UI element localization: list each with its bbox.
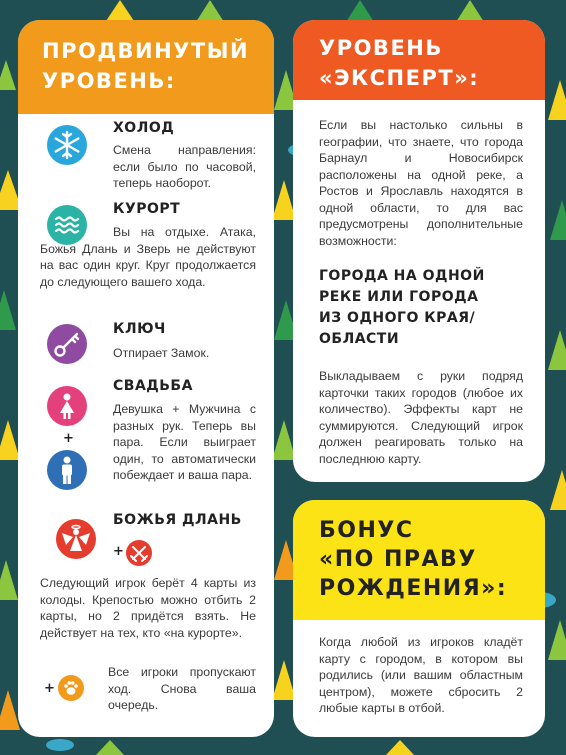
expert-header — [293, 20, 545, 100]
wedding-plus: + — [63, 431, 74, 446]
bonus-title: БОНУС «ПО ПРАВУ РОЖДЕНИЯ»: — [319, 518, 508, 601]
skip-plus: + — [44, 681, 55, 696]
woman-icon — [47, 386, 87, 426]
cold-text: Смена направления: если было по часовой, теперь наоборот. — [113, 143, 256, 190]
key-icon — [47, 324, 87, 364]
gods-hand-text: Следующий игрок берёт 4 карты из колоды. Крепостью можно отбить 2 карты, но 2 придётся взять. Не действует на тех, кто «на курорте». — [40, 576, 256, 640]
angel-icon — [56, 519, 96, 559]
gods-hand-title: БОЖЬЯ ДЛАНЬ — [113, 512, 242, 528]
resort-text: Вы на отдыхе. Атака, Божья Длань и Зверь не действуют на вас один круг. Круг продолжается до следующего вашего хода. — [40, 225, 256, 289]
crossed-swords-icon — [126, 540, 152, 566]
paw-icon — [58, 675, 84, 701]
expert-title: УРОВЕНЬ «ЭКСПЕРТ»: — [319, 36, 480, 90]
advanced-header — [18, 20, 274, 114]
expert-level-card — [293, 20, 545, 482]
snowflake-icon — [47, 125, 87, 165]
man-icon — [47, 450, 87, 490]
skip-text: Все игроки пропускают ход. Снова ваша очередь. — [108, 665, 256, 712]
resort-title: КУРОРТ — [113, 201, 181, 217]
bonus-header — [293, 500, 545, 620]
wedding-title: СВАДЬБА — [113, 378, 193, 394]
gods-hand-plus: + — [113, 544, 124, 559]
advanced-title: ПРОДВИНУТЫЙ УРОВЕНЬ: — [42, 39, 250, 93]
bonus-text: Когда любой из игроков кладёт карту с городом, в котором вы родились (или вашим областным центром), можете сбросить 2 любые карты в отбой. — [319, 635, 523, 715]
expert-text-2: Выкладываем с руки подряд карточки таких городов (любое их количество). Эффекты карт не суммируются. Следующий игрок должен реагировать только на последнюю карту. — [319, 369, 523, 466]
key-title: КЛЮЧ — [113, 321, 166, 337]
key-text: Отпирает Замок. — [113, 346, 210, 360]
advanced-level-card — [18, 20, 274, 737]
wedding-text: Девушка + Мужчина с разных рук. Теперь вы пара. Если выиграет один, то автоматически побеждает и ваша пара. — [113, 402, 256, 482]
cold-title: ХОЛОД — [113, 120, 175, 136]
expert-text: Если вы настолько сильны в географии, что знаете, что города Барнаул и Новосибирск расположены на одной реке, а Ростов и Ярославль находятся в одной области, то для вас предусмотрены дополнительные возможности: — [319, 118, 523, 248]
expert-subtitle: ГОРОДА НА ОДНОЙ РЕКЕ ИЛИ ГОРОДА ИЗ ОДНОГО КРАЯ/ ОБЛАСТИ — [319, 268, 485, 347]
bonus-card — [293, 500, 545, 737]
